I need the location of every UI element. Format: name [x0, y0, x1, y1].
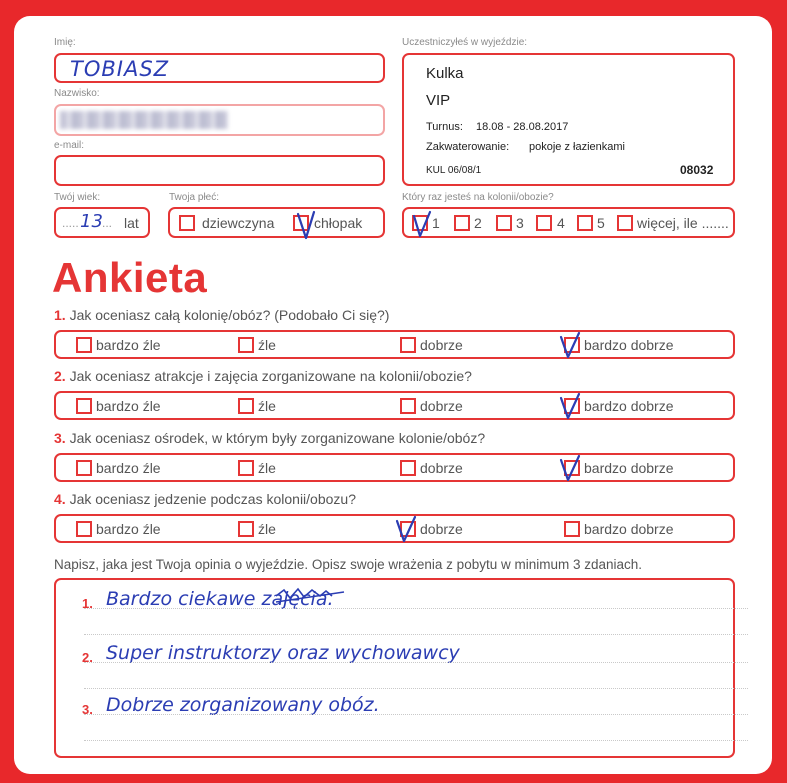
trip-code: KUL 06/08/1 — [426, 165, 482, 176]
trip-name: Kulka — [426, 65, 464, 82]
q1-check-mark — [561, 333, 579, 357]
times-option-1: 1 — [432, 215, 440, 231]
surname-label: Nazwisko: — [54, 88, 100, 99]
question-number: 1. — [54, 307, 66, 323]
q2-option-4: bardzo dobrze — [584, 398, 674, 414]
question-label: Jak oceniasz całą kolonię/obóz? (Podobało Ci się?) — [69, 307, 390, 323]
survey-form — [14, 16, 772, 774]
turnus-label: Turnus: — [426, 121, 463, 133]
turnus-value: 18.08 - 28.08.2017 — [476, 121, 569, 133]
answer-1-number: 1. — [82, 596, 93, 611]
email-label: e-mail: — [54, 140, 85, 151]
q1-option-4: bardzo dobrze — [584, 337, 674, 353]
gender-check-mark — [298, 212, 314, 238]
times-option-5: 5 — [597, 215, 605, 231]
handwriting-layer — [14, 16, 772, 774]
survey-title: Ankieta — [52, 254, 208, 301]
age-label: Twój wiek: — [54, 192, 101, 203]
q2-option-1: bardzo źle — [96, 398, 161, 414]
question-label: Jak oceniasz jedzenie podczas kolonii/obozu? — [69, 491, 356, 507]
answer-3-number: 3. — [82, 702, 93, 717]
q4-option-2: źle — [258, 521, 276, 537]
answer-3-text: Dobrze zorganizowany obóz. — [106, 694, 380, 716]
question-number: 2. — [54, 368, 66, 384]
accommodation-label: Zakwaterowanie: — [426, 141, 510, 153]
times-option-2: 2 — [474, 215, 482, 231]
q4-option-3: dobrze — [420, 521, 463, 537]
q4-check-mark — [397, 517, 415, 541]
times-option-more: więcej, ile ....... — [637, 215, 729, 231]
trip-type: VIP — [426, 92, 451, 109]
gender-option-girl: dziewczyna — [202, 215, 275, 231]
scribble-crossout — [276, 589, 344, 602]
times-option-3: 3 — [516, 215, 524, 231]
q2-check-mark — [561, 394, 579, 418]
name-label: Imię: — [54, 37, 76, 48]
q4-option-4: bardzo dobrze — [584, 521, 674, 537]
answer-1-text: Bardzo ciekawe zajęcia. — [106, 588, 334, 610]
gender-label: Twoja płeć: — [169, 192, 220, 203]
q3-option-4: bardzo dobrze — [584, 460, 674, 476]
age-dots-left: ..... — [62, 216, 79, 230]
question-number: 4. — [54, 491, 66, 507]
age-dots-right: ... — [102, 216, 113, 230]
q3-check-mark — [561, 456, 579, 480]
q1-option-2: źle — [258, 337, 276, 353]
q1-option-1: bardzo źle — [96, 337, 161, 353]
opinion-prompt: Napisz, jaka jest Twoja opinia o wyjeździe. Opisz swoje wrażenia z pobytu w minimum 3 zdaniach. — [54, 557, 643, 572]
name-value: TOBIASZ — [70, 57, 170, 81]
q3-option-1: bardzo źle — [96, 460, 161, 476]
q4-option-1: bardzo źle — [96, 521, 161, 537]
age-unit: lat — [124, 215, 139, 231]
q3-option-2: źle — [258, 460, 276, 476]
question-number: 3. — [54, 430, 66, 446]
gender-option-boy: chłopak — [314, 215, 363, 231]
question-label: Jak oceniasz ośrodek, w którym były zorganizowane kolonie/obóz? — [69, 430, 486, 446]
q1-option-3: dobrze — [420, 337, 463, 353]
answer-2-number: 2. — [82, 650, 93, 665]
answer-2-text: Super instruktorzy oraz wychowawcy — [106, 642, 460, 664]
times-check-mark — [414, 212, 430, 236]
times-option-4: 4 — [557, 215, 565, 231]
accommodation-value: pokoje z łazienkami — [529, 141, 625, 153]
q2-option-2: źle — [258, 398, 276, 414]
trip-label: Uczestniczyłeś w wyjeździe: — [402, 37, 528, 48]
q2-option-3: dobrze — [420, 398, 463, 414]
times-label: Który raz jesteś na kolonii/obozie? — [402, 192, 554, 203]
age-value: 13 — [80, 211, 103, 232]
question-label: Jak oceniasz atrakcje i zajęcia zorganizowane na kolonii/obozie? — [69, 368, 472, 384]
trip-number: 08032 — [680, 163, 714, 177]
q3-option-3: dobrze — [420, 460, 463, 476]
